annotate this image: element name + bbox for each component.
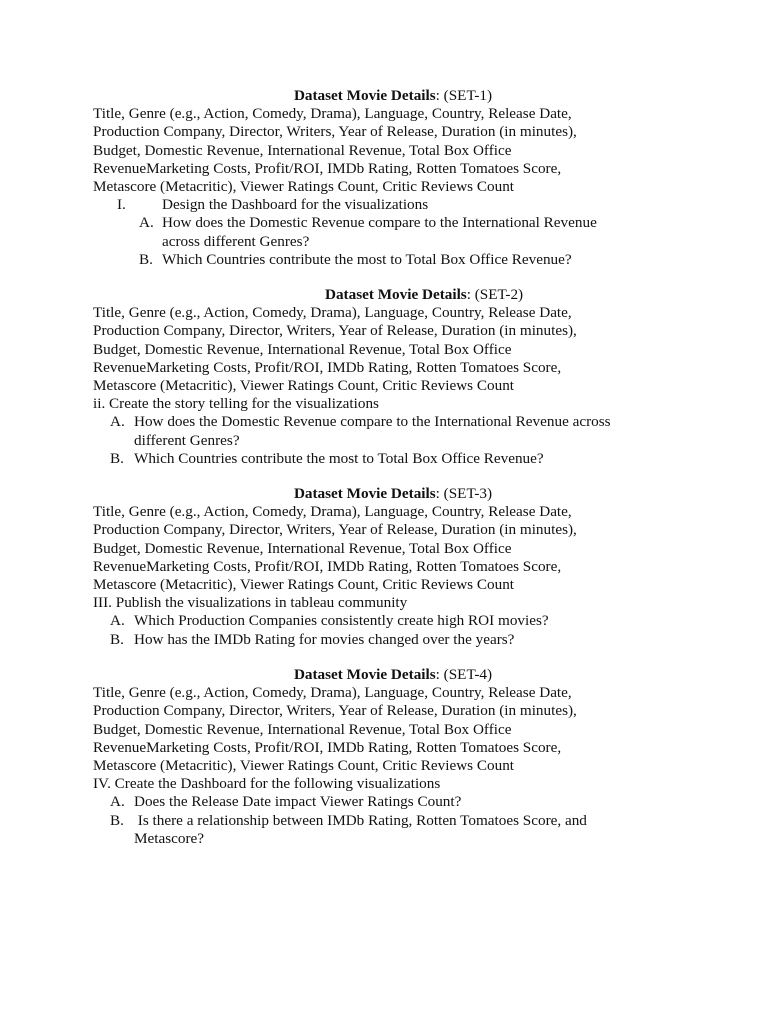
set-1-task xyxy=(93,196,693,214)
set-4-question-a-line: Does the Release Date impact Viewer Ratings Count? xyxy=(134,793,462,811)
set-4-task-text: IV. Create the Dashboard for the following visualizations xyxy=(93,775,441,793)
set-3-title-rest: : (SET-3) xyxy=(435,485,493,502)
set-1-question-a xyxy=(93,214,693,250)
set-3-fields-line: Metascore (Metacritic), Viewer Ratings Count, Critic Reviews Count xyxy=(93,575,515,593)
set-4-question-b-marker: B. xyxy=(110,811,124,829)
set-3-question-b-marker: B. xyxy=(110,630,124,648)
set-2-fields-line: Budget, Domestic Revenue, International Revenue, Total Box Office xyxy=(93,340,512,358)
set-3-fields-line: Budget, Domestic Revenue, International Revenue, Total Box Office xyxy=(93,539,512,557)
set-1-question-a-line: How does the Domestic Revenue compare to the International Revenue xyxy=(162,214,597,232)
set-2-question-a-marker: A. xyxy=(110,413,125,431)
set-2-title-rest: : (SET-2) xyxy=(466,286,524,303)
set-2-title-bold: Dataset Movie Details xyxy=(325,286,467,303)
set-2-section xyxy=(93,286,693,468)
set-3-section xyxy=(93,485,693,649)
set-1-title xyxy=(93,87,693,105)
set-1-fields-line: Production Company, Director, Writers, Year of Release, Duration (in minutes), xyxy=(93,123,577,141)
set-4-question-b-line: Is there a relationship between IMDb Rating, Rotten Tomatoes Score, and xyxy=(134,811,587,829)
set-2-question-b xyxy=(93,450,693,468)
set-1-section xyxy=(93,87,693,269)
set-1-fields-line: RevenueMarketing Costs, Profit/ROI, IMDb Rating, Rotten Tomatoes Score, xyxy=(93,159,562,177)
set-1-title-bold: Dataset Movie Details xyxy=(293,87,436,104)
set-3-fields-line: RevenueMarketing Costs, Profit/ROI, IMDb Rating, Rotten Tomatoes Score, xyxy=(93,557,562,575)
set-2-question-a-line: different Genres? xyxy=(134,431,240,449)
set-4-section xyxy=(93,666,693,848)
set-4-question-b-line: Metascore? xyxy=(134,829,204,847)
set-1-title-rest: : (SET-1) xyxy=(435,87,493,104)
set-1-task-marker: I. xyxy=(117,196,126,214)
set-2-question-b-marker: B. xyxy=(110,449,124,467)
set-4-fields-line: Production Company, Director, Writers, Year of Release, Duration (in minutes), xyxy=(93,702,577,720)
set-2-question-a-line: How does the Domestic Revenue compare to the International Revenue across xyxy=(134,413,611,431)
set-3-task-text: III. Publish the visualizations in tableau community xyxy=(93,594,408,612)
set-3-fields-line: Title, Genre (e.g., Action, Comedy, Drama), Language, Country, Release Date, xyxy=(93,503,572,521)
set-1-fields-line: Budget, Domestic Revenue, International Revenue, Total Box Office xyxy=(93,141,512,159)
set-3-title xyxy=(93,485,693,503)
set-4-fields-line: Metascore (Metacritic), Viewer Ratings Count, Critic Reviews Count xyxy=(93,756,515,774)
set-1-question-b-marker: B. xyxy=(139,250,153,268)
set-3-question-a-marker: A. xyxy=(110,612,125,630)
set-2-fields-line: Production Company, Director, Writers, Year of Release, Duration (in minutes), xyxy=(93,322,577,340)
set-1-fields-line: Title, Genre (e.g., Action, Comedy, Drama), Language, Country, Release Date, xyxy=(93,105,572,123)
set-1-fields-line: Metascore (Metacritic), Viewer Ratings Count, Critic Reviews Count xyxy=(93,177,515,195)
set-4-title-rest: : (SET-4) xyxy=(435,666,493,683)
set-1-question-a-line: across different Genres? xyxy=(162,232,310,250)
set-1-task-text: Design the Dashboard for the visualizations xyxy=(162,196,429,214)
set-1-question-b xyxy=(93,251,693,269)
set-4-question-a xyxy=(93,793,693,811)
set-4-fields-line: Title, Genre (e.g., Action, Comedy, Drama), Language, Country, Release Date, xyxy=(93,684,572,702)
set-2-question-a xyxy=(93,413,693,449)
set-1-question-b-line: Which Countries contribute the most to Total Box Office Revenue? xyxy=(162,250,572,268)
set-2-fields-line: Title, Genre (e.g., Action, Comedy, Drama), Language, Country, Release Date, xyxy=(93,304,572,322)
set-3-question-b xyxy=(93,631,693,649)
set-2-question-b-line: Which Countries contribute the most to Total Box Office Revenue? xyxy=(134,449,544,467)
set-2-fields-line: RevenueMarketing Costs, Profit/ROI, IMDb Rating, Rotten Tomatoes Score, xyxy=(93,358,562,376)
set-4-fields-line: Budget, Domestic Revenue, International Revenue, Total Box Office xyxy=(93,720,512,738)
set-2-task-text: ii. Create the story telling for the visualizations xyxy=(93,395,379,413)
set-4-question-b xyxy=(93,812,693,848)
set-3-fields-line: Production Company, Director, Writers, Year of Release, Duration (in minutes), xyxy=(93,521,577,539)
set-3-question-b-line: How has the IMDb Rating for movies changed over the years? xyxy=(134,630,515,648)
set-1-question-a-marker: A. xyxy=(139,214,154,232)
set-4-title-bold: Dataset Movie Details xyxy=(293,666,436,683)
set-3-question-a xyxy=(93,612,693,630)
set-2-fields-line: Metascore (Metacritic), Viewer Ratings Count, Critic Reviews Count xyxy=(93,376,515,394)
set-3-title-bold: Dataset Movie Details xyxy=(293,485,436,502)
set-4-fields-line: RevenueMarketing Costs, Profit/ROI, IMDb Rating, Rotten Tomatoes Score, xyxy=(93,738,562,756)
set-2-title xyxy=(93,286,693,304)
set-3-question-a-line: Which Production Companies consistently create high ROI movies? xyxy=(134,612,549,630)
set-4-question-a-marker: A. xyxy=(110,793,125,811)
set-4-title xyxy=(93,666,693,684)
